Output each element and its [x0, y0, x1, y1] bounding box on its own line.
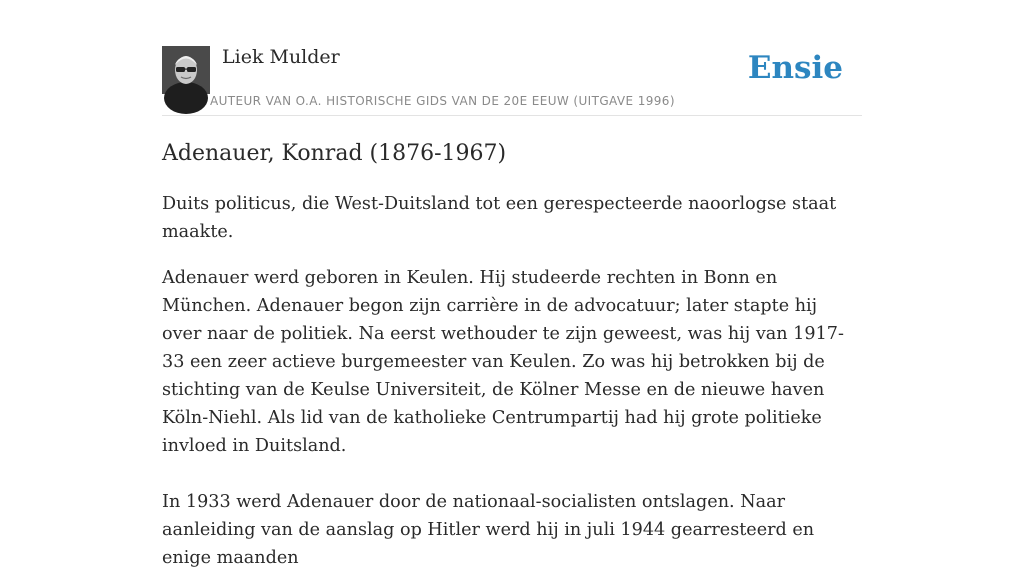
article-title: Adenauer, Konrad (1876-1967) [162, 141, 507, 166]
author-name[interactable]: Liek Mulder [222, 46, 340, 68]
article-paragraph: Adenauer werd geboren in Keulen. Hij studeerde rechten in Bonn en München. Adenauer begon zijn carrière in de advocatuur; later stapte hij over naar de politiek. Na eerst wethouder te zijn geweest, was hij van 1917-33 een zeer actieve burgemeester van Keulen. Zo was hij betrokken bij de stichting van de Keulse Universiteit, de Kölner Messe en de nieuwe haven Köln-Niehl. Als lid van de katholieke Centrumpartij had hij grote politieke invloed in Duitsland. [162, 268, 844, 456]
author-bio: AUTEUR VAN O.A. HISTORISCHE GIDS VAN DE 20E EEUW (UITGAVE 1996) [210, 94, 675, 108]
author-avatar[interactable] [162, 46, 210, 94]
article-paragraph: In 1933 werd Adenauer door de nationaal-socialisten ontslagen. Naar aanleiding van de aanslag op Hitler werd hij in juli 1944 gearresteerd en enige maanden [162, 492, 815, 568]
author-header [162, 0, 862, 116]
site-logo[interactable]: Ensie [747, 50, 843, 86]
author-portrait-image [162, 46, 210, 94]
article [162, 136, 862, 572]
article-lead: Duits politicus, die West-Duitsland tot een gerespecteerde naoorlogse staat maakte. [162, 194, 837, 242]
